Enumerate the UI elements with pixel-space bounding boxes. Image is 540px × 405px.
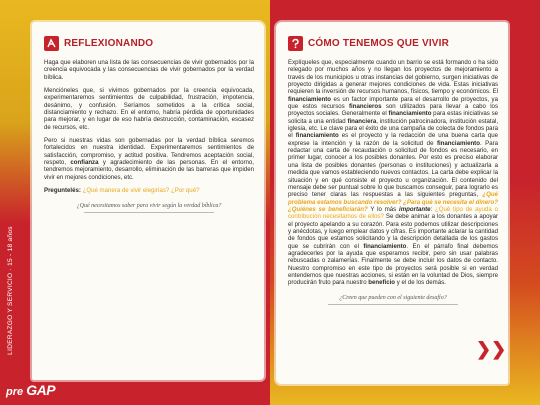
right-text-8: Y lo más [367,205,400,213]
right-bold-6: financiamiento [436,139,480,147]
right-highlight-questions: ¿Qué problema estamos buscando resolver? ¿Para qué se necesita el dinero? ¿Quiénes se beneficiarán? [288,191,498,213]
right-text-10: Se debe animar a los donantes a apoyar el proyecto apelando a su corazón. Para esto podemos utilizar descripciones y anécdotas, y luego emplear datos y cifras. Es importante aclarar la cantidad de fondos que estamos solicitando y la descripción detallada de los gastos que se cubrirán con el [288,213,498,250]
right-text-5: , institución patrocinadora, institución estatal, iglesia, etc. Le clave para el éxito de una campaña de colecta de fondos para el [288,117,499,140]
left-paragraph-3 [44,137,254,181]
right-bold-8: beneficio [368,279,396,287]
p3-end: y agradecimiento de las personas. En el entorno, tendremos mejoramiento, desarrollo, eliminación de las barreras que impiden vivir en mejores condiciones, etc. [44,159,254,181]
right-text-12: y el de los demás. [395,279,446,287]
right-bold-1: financiamiento [288,95,332,103]
right-text-2: es un factor importante para el desarrollo de proyectos, ya que estos recursos [288,95,498,111]
right-bold-7: financiamiento [363,242,407,250]
right-bold-5: financiamiento [295,132,339,140]
right-page [276,22,508,384]
right-important: importante [399,205,431,213]
right-text-6: es el proyecto y la redacción de una buena carta que exprese la intención y la razón de la solicitud de [288,132,498,147]
side-label-strip [0,200,20,380]
questions-text: ¿Qué manera de vivir elegirías? ¿Por qué? [80,187,200,195]
right-highlight-question-2: ¿Qué tipo de ayuda o contribución necesitamos de ellos? [288,205,498,221]
right-text-3: son utilizados para llevar a cabo los proyectos sociales. Generalmente el [288,103,498,118]
p3-start: Pero si nuestras vidas son gobernadas por la verdad bíblica seremos fortalecidos en nuestra identidad. Experimentaremos sentimientos de satisfacción, compromiso, y actitud positiva. Tendremos aceptación social, respeto, [44,137,254,167]
left-questions [44,187,254,194]
right-bold-3: financiamiento [388,110,432,118]
left-paragraph-2: Mencióneles que, si vivimos gobernados por la creencia equivocada, experimentaremos sentimientos de culpabilidad, frustración, impotencia, desánimo, y confusión. Seríamos sometidos a la crítica social, distanciamiento y rechazo. En el entorno, habría pérdida de oportunidades para mejorar, y en lugar de eso habría destrucción, contaminación, escasez de recursos, etc. [44,87,254,131]
right-prompt: ¿Creen que pueden con el siguiente desafío? [339,294,447,301]
reflect-icon [44,36,59,51]
left-body [32,59,264,213]
left-page [32,22,264,380]
next-chevron-icon[interactable]: ❯❯ [476,339,507,359]
pregap-logo [6,382,55,398]
right-text-1: Explíqueles que, especialmente cuando un barrio se está formando o ha sido relegado por muchos años y no llegan los proyectos de mejoramiento a través de los municipios u otras instancias del gobierno, surgen iniciativas de proyecto dirigidas a generar mejores condiciones de vida. Estas iniciativas requieren la inversión de recursos humanos, físicos, tiempo y económicos. El [288,59,498,96]
question-icon [288,36,303,51]
left-prompt-divider [84,212,214,213]
logo-brand: GAP [26,382,56,398]
left-paragraph-1: Haga que elaboren una lista de las consecuencias de vivir gobernados por la creencia equivocada y las consecuencias de vivir gobernados por la verdad bíblica. [44,59,254,81]
side-label: LIDERAZGO Y SERVICIO · 15 - 18 años [6,225,14,355]
right-text-7: . Para redactar una carta de recaudación o solicitud de fondos es necesario, en primer lugar, conocer a los posibles donantes. Por esto es preciso elaborar una lista de posibles donantes (personas o instituciones) y actualizarla a medida que vamos estableciendo nuevos contactos. La carta debe explicar la situación y en qué consiste el proyecto u organización. El contenido del mensaje debe ser puntual sobre lo que buscamos conseguir, para lograrlo es preciso tener claras las respuestas a las siguientes preguntas, [288,139,498,199]
right-text-4: para estas iniciativas se solicita a una entidad [288,110,499,125]
right-bold-2: financieros [349,103,382,111]
right-paragraph [288,59,498,287]
left-title: REFLEXIONANDO [64,38,154,49]
p3-bold: confianza [70,159,99,167]
left-prompt: ¿Qué necesitamos saber para vivir según la verdad bíblica? [76,202,222,209]
right-text-9: : [430,205,435,213]
questions-label: Preguntelés: [44,187,81,195]
right-bold-4: financiera [347,117,377,125]
right-text-11: . En el párrafo final debemos agradecerles por la ayuda que esperamos recibir, pero sin usar palabras rebuscadas o zalamerías. Finalmente se debe incluir los datos de contacto. Nuestro compromiso en este tipo de proyectos será posible si en verdad entendemos que nuestras acciones, si están en la voluntad de Dios, siempre producirán fruto para nuestro [288,242,498,287]
left-heading [44,36,264,51]
right-title: CÓMO TENEMOS QUE VIVIR [308,38,450,49]
logo-prefix: pre [6,386,24,398]
right-prompt-divider [328,304,458,305]
right-body [276,59,508,305]
right-heading [288,36,508,51]
